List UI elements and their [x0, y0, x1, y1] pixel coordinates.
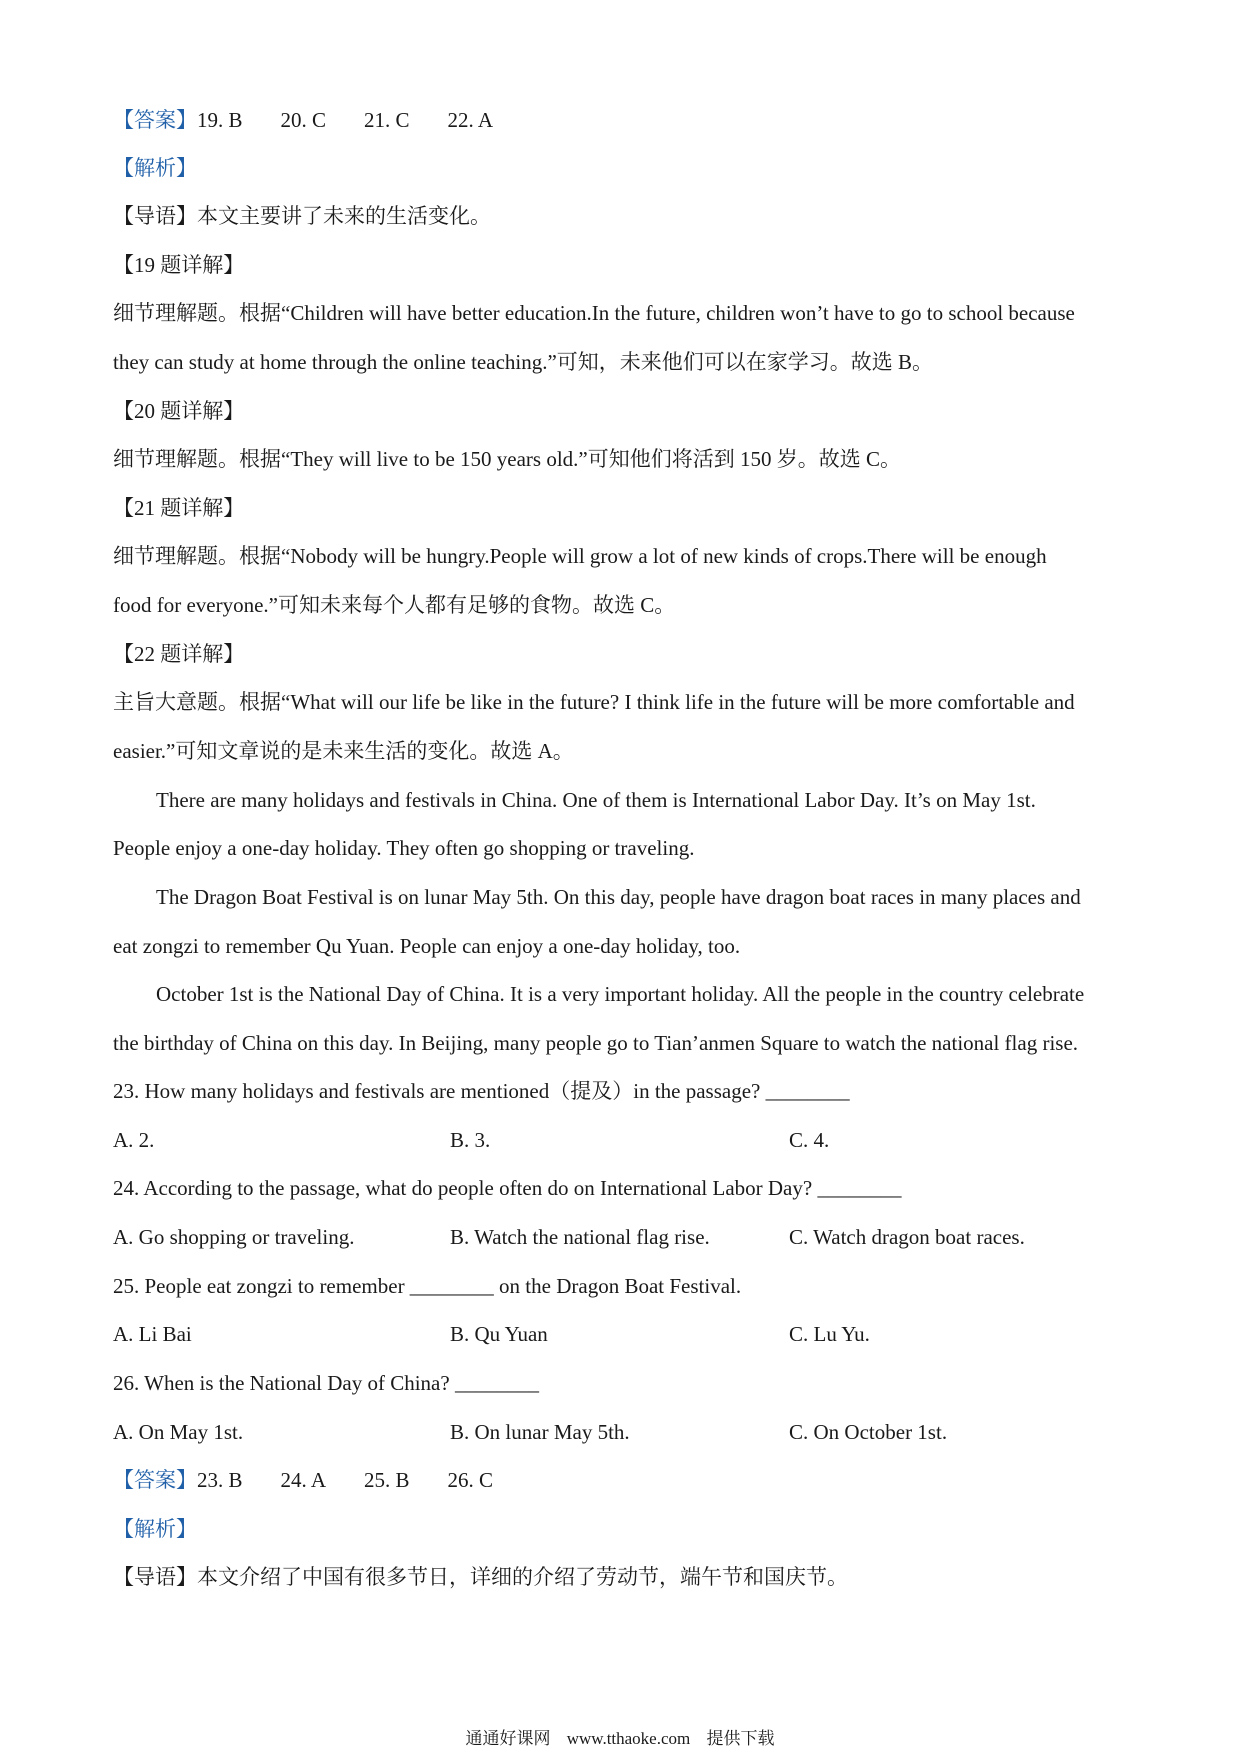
question-stem: 25. People eat zongzi to remember ________ on the Dragon Boat Festival. — [113, 1274, 742, 1298]
question-stem: 23. How many holidays and festivals are mentioned（提及）in the passage? ________ — [113, 1079, 850, 1103]
footer-suffix: 提供下载 — [706, 1729, 775, 1748]
answer-item: 25. B — [364, 1468, 410, 1492]
passage-paragraph-line: the birthday of China on this day. In Beijing, many people go to Tian’anmen Square to watch the national flag rise. — [113, 1031, 1079, 1055]
passage-paragraph-line: The Dragon Boat Festival is on lunar May 5th. On this day, people have dragon boat races in many places and — [156, 885, 1081, 909]
q20-heading: 【20 题详解】 — [113, 399, 245, 423]
footer-site-name: 通通好课网 — [465, 1729, 551, 1748]
q20-explanation-line: 细节理解题。根据“They will live to be 150 years old.”可知他们将活到 150 岁。故选 C。 — [113, 447, 902, 471]
passage-paragraph-line: October 1st is the National Day of China. It is a very important holiday. All the people in the country celebrate — [156, 982, 1085, 1006]
answer-item: 23. B — [197, 1468, 243, 1492]
guide-text: 【导语】本文介绍了中国有很多节日，详细的介绍了劳动节，端午节和国庆节。 — [113, 1565, 848, 1589]
q22-heading: 【22 题详解】 — [113, 642, 245, 666]
answer-item: 21. C — [364, 108, 410, 132]
answer-item: 26. C — [447, 1468, 494, 1492]
answer-item: 24. A — [280, 1468, 327, 1492]
question-stem: 26. When is the National Day of China? ________ — [113, 1371, 539, 1395]
q21-explanation-line: food for everyone.”可知未来每个人都有足够的食物。故选 C。 — [113, 593, 676, 617]
question-option: C. On October 1st. — [789, 1420, 948, 1444]
passage-paragraph-line: There are many holidays and festivals in China. One of them is International Labor Day. It’s on May 1st. — [156, 788, 1036, 812]
answer-line-2 — [113, 1466, 531, 1494]
question-option: A. On May 1st. — [113, 1420, 244, 1444]
q22-explanation-line: easier.”可知文章说的是未来生活的变化。故选 A。 — [113, 739, 574, 763]
question-option: B. Qu Yuan — [450, 1322, 548, 1346]
q19-explanation-line: they can study at home through the online teaching.”可知，未来他们可以在家学习。故选 B。 — [113, 350, 934, 374]
answer-item: 20. C — [280, 108, 327, 132]
answer-line-1 — [113, 106, 531, 134]
answer-label: 【答案】 — [113, 108, 197, 132]
q19-heading: 【19 题详解】 — [113, 253, 245, 277]
footer-url[interactable]: www.tthaoke.com — [566, 1729, 691, 1748]
guide-text: 【导语】本文主要讲了未来的生活变化。 — [113, 204, 491, 228]
answer-item: 19. B — [197, 108, 243, 132]
answer-item: 22. A — [447, 108, 494, 132]
question-option: B. On lunar May 5th. — [450, 1420, 630, 1444]
question-option: A. Li Bai — [113, 1322, 192, 1346]
analysis-label: 【解析】 — [113, 1517, 197, 1541]
analysis-label: 【解析】 — [113, 156, 197, 180]
question-stem: 24. According to the passage, what do people often do on International Labor Day? ________ — [113, 1176, 902, 1200]
q21-heading: 【21 题详解】 — [113, 496, 245, 520]
question-option: C. Watch dragon boat races. — [789, 1225, 1025, 1249]
q21-explanation-line: 细节理解题。根据“Nobody will be hungry.People will grow a lot of new kinds of crops.There will be enough — [113, 544, 1047, 568]
q19-explanation-line: 细节理解题。根据“Children will have better education.In the future, children won’t have to go to school because — [113, 301, 1075, 325]
q22-explanation-line: 主旨大意题。根据“What will our life be like in the future? I think life in the future will be more comfortable and — [113, 690, 1075, 714]
passage-paragraph-line: People enjoy a one-day holiday. They often go shopping or traveling. — [113, 836, 695, 860]
question-option: C. Lu Yu. — [789, 1322, 870, 1346]
question-option: A. 2. — [113, 1128, 155, 1152]
question-option: A. Go shopping or traveling. — [113, 1225, 355, 1249]
question-option: B. Watch the national flag rise. — [450, 1225, 710, 1249]
question-option: B. 3. — [450, 1128, 491, 1152]
page-footer — [0, 1728, 1240, 1750]
question-option: C. 4. — [789, 1128, 830, 1152]
answer-label: 【答案】 — [113, 1468, 197, 1492]
passage-paragraph-line: eat zongzi to remember Qu Yuan. People can enjoy a one-day holiday, too. — [113, 934, 741, 958]
